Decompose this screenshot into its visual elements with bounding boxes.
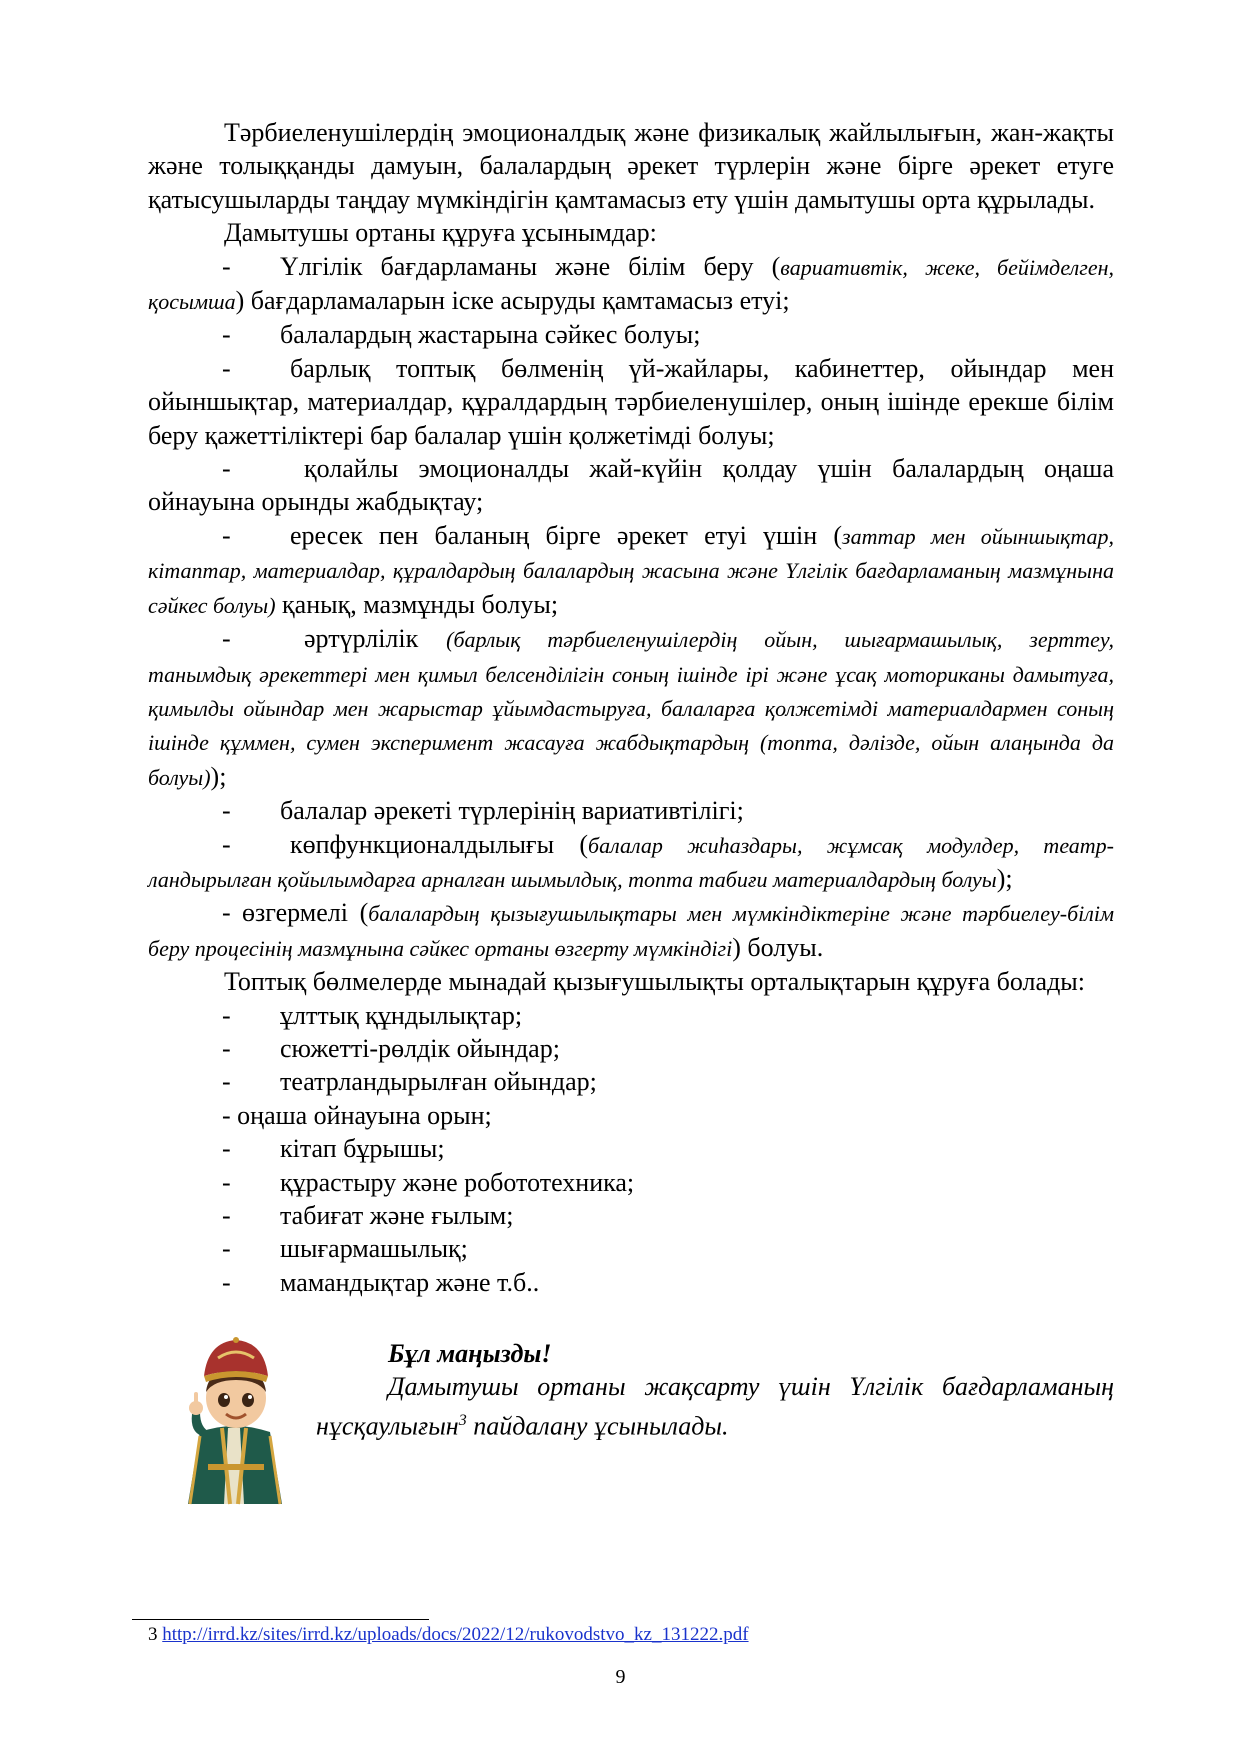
- important-note: [316, 1337, 1114, 1443]
- center-item: - табиғат және ғылым;: [222, 1201, 514, 1230]
- footnote-reference[interactable]: 3: [458, 1411, 467, 1429]
- center-item: - театрландырылған ойындар;: [222, 1067, 597, 1097]
- footnote: [148, 1624, 749, 1646]
- footnote-link[interactable]: http://irrd.kz/sites/irrd.kz/uploads/docs/2022/12/rukovodstvo_kz_131222.pdf: [162, 1624, 749, 1645]
- list-item: - көпфункционалдылығы (балалар жиһаздары, жұмсақ модулдер, театр-ландырылған қойылымдарға арналған шымылдық, топта табиғи материалдардың болуы);: [148, 829, 1115, 893]
- page-number: 9: [615, 1666, 626, 1688]
- centers-heading: Топтық бөлмелерде мынадай қызығушылықты орталықтарын құруға болады:: [224, 967, 1085, 997]
- main-text: [148, 116, 1114, 1299]
- center-item: - шығармашылық;: [222, 1234, 468, 1264]
- footnote-separator: [132, 1619, 429, 1620]
- center-item: - оңаша ойнауына орын;: [222, 1100, 492, 1130]
- list-item: - өзгермелі (балалардың қызығушылықтары мен мүмкіндіктеріне және тәрбиелеу-білім беру процесінің мазмұнына сәйкес ортаны өзгерту мүмкіндігі) болуы.: [148, 898, 1114, 962]
- recommendations-heading: Дамытушы ортаны құруға ұсынымдар:: [224, 218, 657, 248]
- boy-mascot-illustration: [178, 1336, 290, 1506]
- list-item: - Үлгілік бағдарламаны және білім беру (вариативтік, жеке, бейімделген, қосымша) бағдарламаларын іске асыруды қамтамасыз етуі;: [148, 251, 1114, 316]
- note-text: Дамытушы ортаны жақсарту үшін Үлгілік бағдарламаның нұсқаулығын$^3$ пайдалану ұсынылады.: [316, 1372, 1114, 1441]
- center-item: - құрастыру және робототехника;: [222, 1167, 635, 1197]
- footnote-number: 3: [148, 1624, 158, 1645]
- list-item: - қолайлы эмоционалды жай-күйін қолдау үшін балалардың оңаша ойнауына орынды жабдықтау;: [148, 454, 1114, 517]
- intro-paragraph: Тәрбиеленушілердің эмоционалдық және физикалық жайлылығын, жан-жақты және толыққанды дамуын, балалардың әрекет түрлерін және бірге әрекет етуге қатысушыларды таңдау мүмкіндігін қамтамасыз ету үшін дамытушы орта құрылады.: [148, 118, 1114, 214]
- center-item: - мамандықтар және т.б..: [222, 1267, 540, 1297]
- center-item: - сюжетті-рөлдік ойындар;: [222, 1033, 560, 1063]
- list-item: - әртүрлілік (барлық тәрбиеленушілердің ойын, шығармашылық, зерттеу, танымдық әрекеттері мен қимыл белсенділігін соның ішінде ірі және ұсақ моториканы дамытуға, қимылды ойындар мен жарыстар ұйымдастыруға, балаларға қолжетімді материалдармен соның ішінде құммен, сумен эксперимент жасауға жабдықтардың (топта, дәлізде, ойын алаңында да болуы));: [148, 624, 1115, 791]
- list-item: - балалардың жастарына сәйкес болуы;: [222, 320, 701, 350]
- center-item: - кітап бұрышы;: [222, 1134, 445, 1164]
- list-item: - барлық топтық бөлменің үй-жайлары, кабинеттер, ойындар мен ойыншықтар, материалдар, құралдардың тәрбиеленушілер, оның ішінде ерекше білім беру қажеттіліктері бар балалар үшін қолжетімді болуы;: [148, 353, 1114, 450]
- center-item: - ұлттық құндылықтар;: [222, 1000, 523, 1030]
- list-item: - ересек пен баланың бірге әрекет етуі үшін (заттар мен ойыншықтар, кітаптар, материалдар, құралдардың балалардың жасына және Үлгілік бағдарламаның мазмұнына сәйкес болуы) қанық, мазмұнды болуы;: [148, 520, 1114, 619]
- list-item: - балалар әрекеті түрлерінің вариативтілігі;: [222, 796, 744, 826]
- note-title: Бұл маңызды!: [388, 1339, 552, 1368]
